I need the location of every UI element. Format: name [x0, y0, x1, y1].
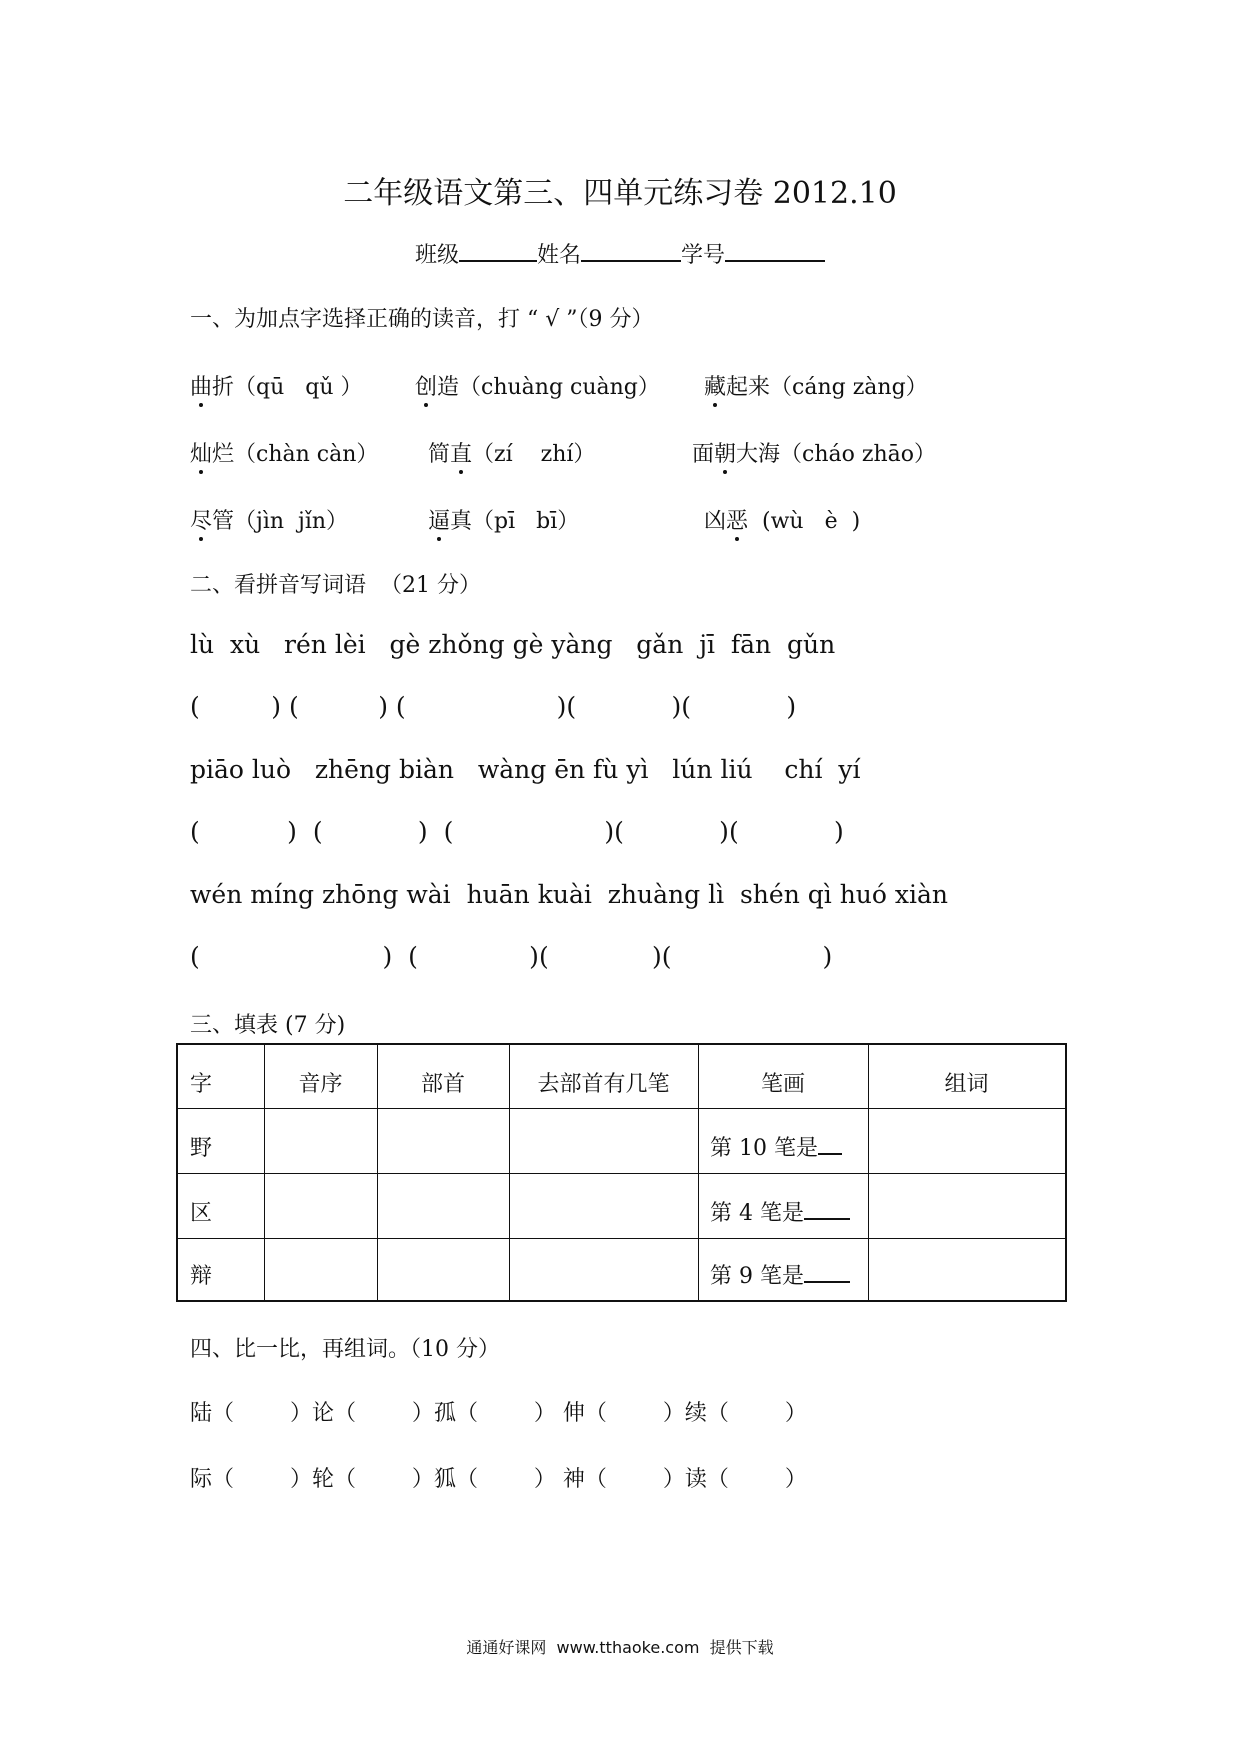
table-header: 笔画	[760, 1072, 805, 1097]
number-label: 学号	[681, 243, 726, 268]
reading-item: 灿烂（chàn càn）	[190, 437, 378, 468]
reading-item: 凶恶 (wù è )	[704, 504, 860, 535]
table-char: 区	[190, 1201, 213, 1226]
reading-item: 创造（chuàng cuàng）	[415, 370, 660, 401]
compare-row: 际（ ）轮（ ）狐（ ） 神（ ）读（ ）	[190, 1467, 807, 1492]
table-header: 音序	[298, 1072, 343, 1097]
stroke-cell: 第 10 笔是	[710, 1131, 842, 1162]
section4-heading: 四、比一比，再组词。（10 分）	[190, 1337, 500, 1362]
reading-item: 面朝大海（cháo zhāo）	[692, 437, 936, 468]
compare-row: 陆（ ）论（ ）孤（ ） 伸（ ）续（ ）	[190, 1401, 807, 1426]
reading-item: 曲折（qū qǔ ）	[190, 370, 363, 401]
table-header: 去部首有几笔	[537, 1072, 670, 1097]
reading-item: 藏起来（cáng zàng）	[704, 370, 928, 401]
reading-item: 简直（zí zhí）	[428, 437, 595, 468]
class-label: 班级	[415, 243, 460, 268]
table-header: 部首	[420, 1072, 465, 1097]
pinyin-line: wén míng zhōng wài huān kuài zhuàng lì shén qì huó xiàn	[190, 880, 948, 909]
stroke-cell: 第 9 笔是	[710, 1259, 850, 1290]
answer-brackets[interactable]: ( ) ( ) ( )( )( )	[190, 817, 844, 846]
name-blank[interactable]	[581, 240, 681, 262]
fill-in-table	[176, 1043, 1067, 1302]
section2-heading: 二、看拼音写词语 （21 分）	[190, 573, 481, 598]
reading-item: 尽管（jìn jǐn）	[190, 504, 348, 535]
stroke-cell: 第 4 笔是	[710, 1196, 850, 1227]
table-char: 野	[190, 1136, 213, 1161]
page-title: 二年级语文第三、四单元练习卷 2012.10	[343, 176, 897, 211]
footer-text: 通通好课网 www.tthaoke.com 提供下载	[466, 1638, 774, 1657]
pinyin-line: piāo luò zhēng biàn wàng ēn fù yì lún liú chí yí	[190, 755, 861, 784]
table-header: 字	[190, 1072, 213, 1097]
reading-item: 逼真（pī bī）	[428, 504, 579, 535]
table-header: 组词	[944, 1072, 989, 1097]
number-blank[interactable]	[725, 240, 825, 262]
section3-heading: 三、填表 (7 分)	[190, 1013, 346, 1038]
answer-brackets[interactable]: ( ) ( )( )( )	[190, 942, 833, 971]
answer-brackets[interactable]: ( ) ( ) ( )( )( )	[190, 692, 797, 721]
section1-heading: 一、为加点字选择正确的读音，打 “ √ ”（9 分）	[190, 307, 654, 332]
class-blank[interactable]	[459, 240, 537, 262]
pinyin-line: lù xù rén lèi gè zhǒng gè yàng gǎn jī fān gǔn	[190, 630, 836, 659]
student-info	[415, 238, 825, 269]
name-label: 姓名	[537, 243, 582, 268]
table-char: 辩	[190, 1264, 213, 1289]
